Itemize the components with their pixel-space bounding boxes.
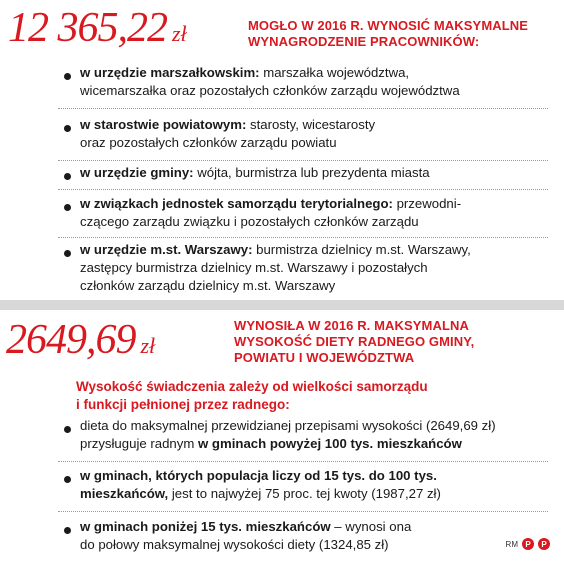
- list-item: [58, 195, 548, 231]
- item-text: zastępcy burmistrza dzielnicy m.st. Warszawy i pozostałych: [80, 260, 428, 275]
- heading-line: MOGŁO W 2016 R. WYNOSIĆ MAKSYMALNE: [248, 18, 529, 33]
- item-text: do połowy maksymalnej wysokości diety (1324,85 zł): [80, 537, 389, 552]
- section2-heading: [234, 318, 474, 366]
- section1-heading: [248, 18, 528, 50]
- amount-value: 2649,69: [6, 317, 136, 363]
- amount-unit: zł: [140, 333, 156, 358]
- divider: [58, 461, 548, 462]
- divider: [58, 189, 548, 190]
- section2-lead: [76, 378, 428, 414]
- item-text: burmistrza dzielnicy m.st. Warszawy,: [252, 242, 471, 257]
- divider: [58, 160, 548, 161]
- item-bold: w związkach jednostek samorządu terytorialnego:: [80, 196, 393, 211]
- section-separator-band: [0, 300, 564, 310]
- credit: [506, 538, 550, 550]
- list-item: [58, 64, 548, 100]
- heading-line: WYSOKOŚĆ DIETY RADNEGO GMINY,: [234, 334, 475, 349]
- item-bold: w gminach powyżej 100 tys. mieszkańców: [198, 436, 462, 451]
- item-text: jest to najwyżej 75 proc. tej kwoty (1987,27 zł): [168, 486, 441, 501]
- item-bold: w starostwie powiatowym:: [80, 117, 247, 132]
- amount-max-salary: [8, 4, 187, 58]
- item-text: przysługuje radnym: [80, 436, 199, 451]
- item-bold: w urzędzie marszałkowskim:: [80, 65, 260, 80]
- item-text: czącego zarządu związku i pozostałych członków zarządu: [80, 214, 419, 229]
- list-item: [58, 241, 548, 295]
- item-bold: mieszkańców,: [80, 486, 169, 501]
- amount-value: 12 365,22: [8, 5, 167, 51]
- item-bold: w urzędzie m.st. Warszawy:: [80, 242, 253, 257]
- lead-line: Wysokość świadczenia zależy od wielkości samorządu: [76, 379, 428, 394]
- divider: [58, 237, 548, 238]
- divider: [58, 108, 548, 109]
- item-text: wicemarszałka oraz pozostałych członków zarządu województwa: [80, 83, 460, 98]
- publisher-logo-icon: P: [522, 538, 534, 550]
- item-text: członków zarządu dzielnicy m.st. Warszawy: [80, 278, 336, 293]
- amount-unit: zł: [172, 21, 187, 46]
- item-text: wójta, burmistrza lub prezydenta miasta: [193, 165, 430, 180]
- lead-line: i funkcji pełnionej przez radnego:: [76, 397, 290, 412]
- heading-line: POWIATU I WOJEWÓDZTWA: [234, 350, 415, 365]
- item-text: przewodni-: [392, 196, 462, 211]
- publisher-logo-icon: P: [538, 538, 550, 550]
- list-item: [58, 164, 548, 182]
- item-text: marszałka województwa,: [259, 65, 410, 80]
- item-text: – wynosi ona: [330, 519, 412, 534]
- list-item: [58, 467, 548, 503]
- item-text: starosty, wicestarosty: [246, 117, 376, 132]
- item-bold: w urzędzie gminy:: [80, 165, 194, 180]
- heading-line: WYNOSIŁA W 2016 R. MAKSYMALNA: [234, 318, 469, 333]
- list-item: [58, 116, 548, 152]
- divider: [58, 511, 548, 512]
- item-bold: w gminach, których populacja liczy od 15 tys. do 100 tys.: [80, 468, 437, 483]
- list-item: [58, 518, 548, 554]
- item-bold: w gminach poniżej 15 tys. mieszkańców: [80, 519, 331, 534]
- list-item: [58, 417, 548, 453]
- item-text: oraz pozostałych członków zarządu powiatu: [80, 135, 337, 150]
- author-initials: RM: [505, 539, 518, 549]
- heading-line: WYNAGRODZENIE PRACOWNIKÓW:: [248, 34, 480, 49]
- amount-max-diet: [6, 316, 155, 370]
- item-text: dieta do maksymalnej przewidzianej przepisami wysokości (2649,69 zł): [80, 418, 496, 433]
